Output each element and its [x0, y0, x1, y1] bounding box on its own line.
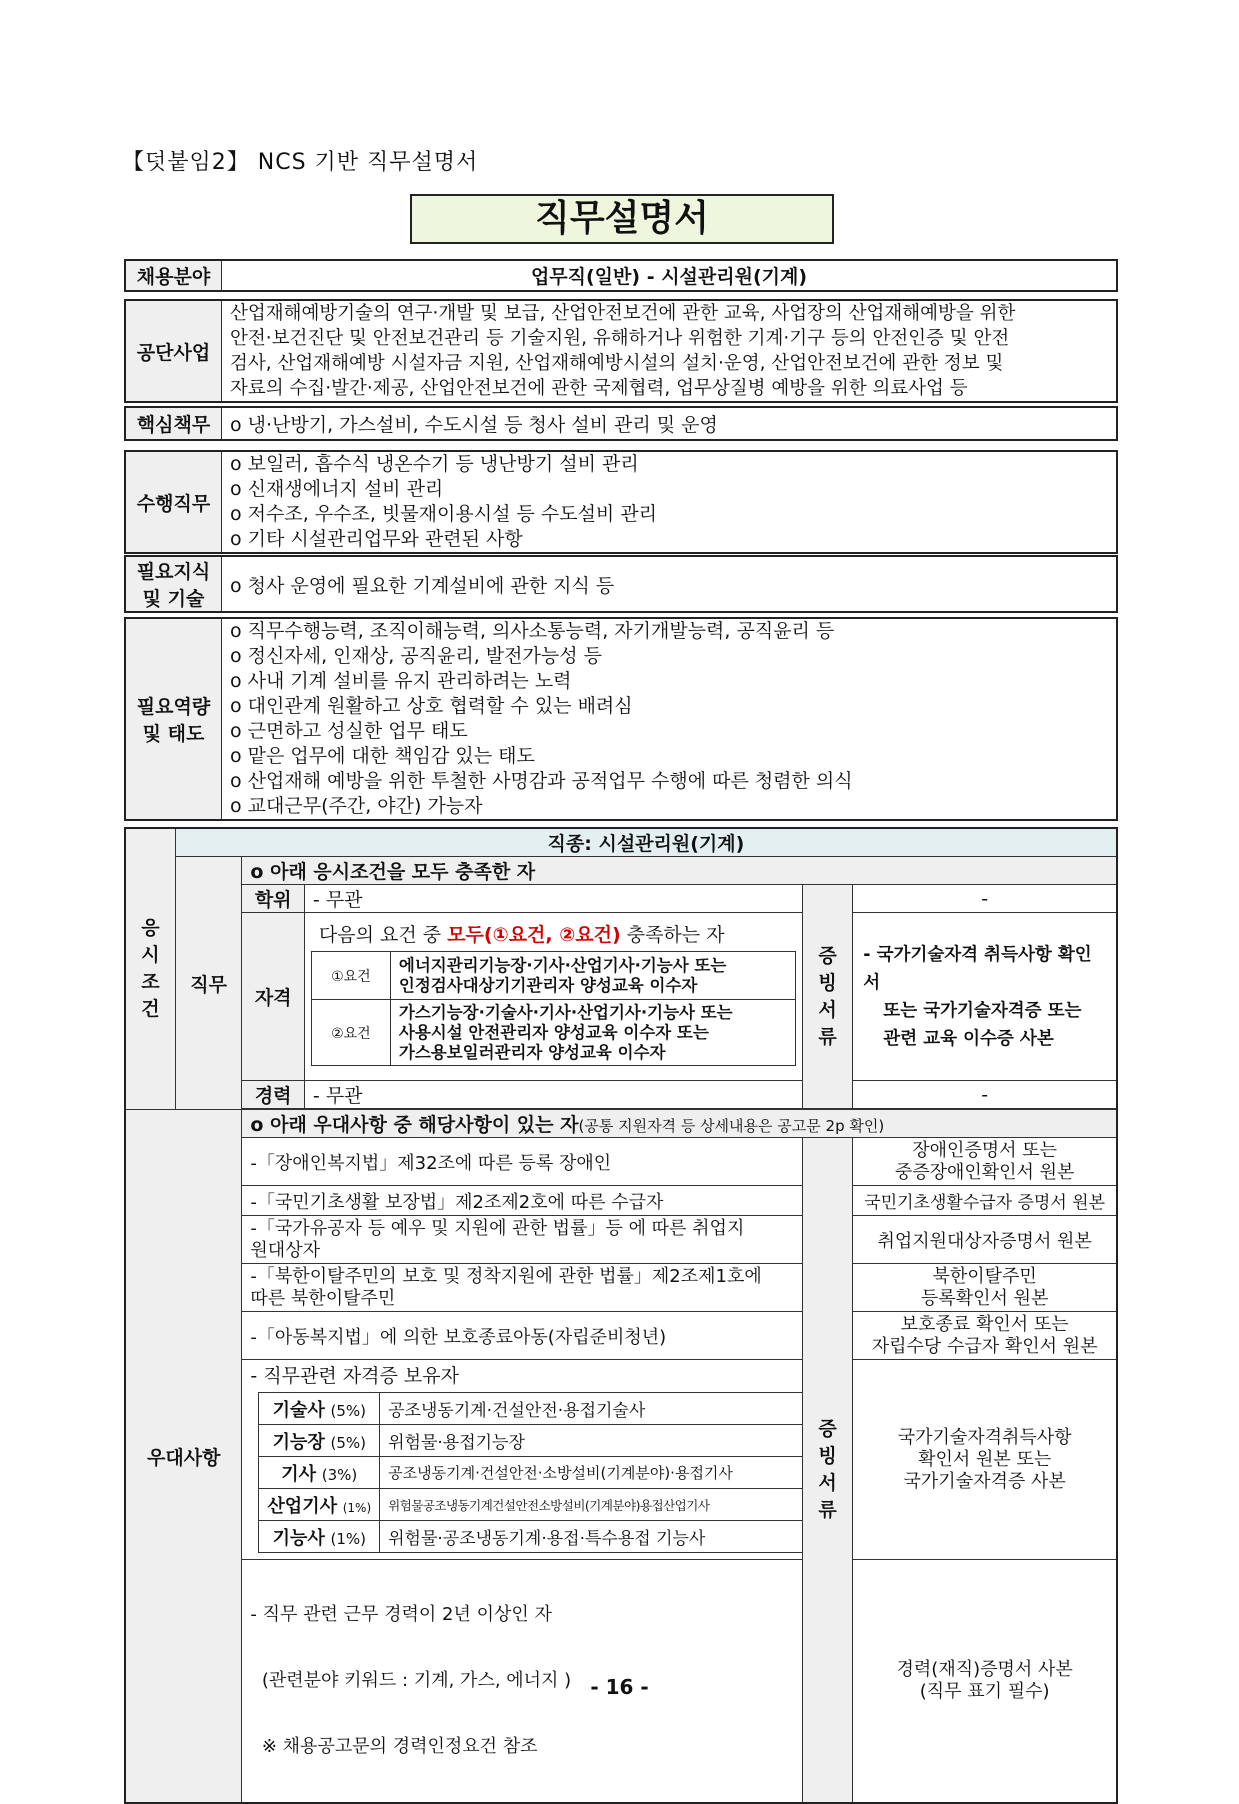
pref-row-2: -「국민기초생활 보장법」제2조제2호에 따른 수급자: [242, 1186, 802, 1216]
duty-line: o 저수조, 우수조, 빗물재이용시설 등 수도설비 관리: [230, 503, 658, 525]
qual-proof-text: 증 빙 서 류: [818, 944, 837, 1048]
req2-line: 가스기능장·기술사·기사·산업기사·기능사 또는: [398, 1002, 733, 1022]
pref-doc-3: 취업지원대상자증명서 원본: [853, 1216, 1117, 1264]
pref-doc-5: 보호종료 확인서 또는 자립수당 수급자 확인서 원본: [853, 1312, 1117, 1360]
attitude-line: o 산업재해 예방을 위한 투철한 사명감과 공적업무 수행에 따른 청렴한 의식: [230, 770, 853, 792]
career-label: 경력: [242, 1081, 305, 1109]
pref-career-doc: 경력(재직)증명서 사본 (직무 표기 필수): [853, 1560, 1117, 1804]
cert-items: 위험물·용접기능장: [380, 1425, 803, 1457]
cert-grade-cell: [259, 1521, 380, 1553]
req1-label: ①요건: [311, 952, 390, 1000]
qual-proof: [802, 885, 852, 1109]
pref-career-line: ※ 채용공고문의 경력인정요건 참조: [250, 1736, 538, 1757]
pref-row-4: -「북한이탈주민의 보호 및 정착지원에 관한 법률」제2조제1호에 따른 북한이탈주민: [242, 1264, 802, 1312]
attitude-line: o 사내 기계 설비를 유지 관리하려는 노력: [230, 670, 572, 692]
attitude-line: o 직무수행능력, 조직이해능력, 의사소통능력, 자기개발능력, 공직윤리 등: [230, 620, 835, 642]
page-title: 직무설명서: [410, 194, 834, 244]
knowledge-table: [124, 555, 1118, 613]
cert-grade-cell: [259, 1457, 380, 1489]
cert-grade-cell: [259, 1425, 380, 1457]
knowledge-label-line1: 필요지식: [136, 561, 211, 583]
business-line: 산업재해예방기술의 연구·개발 및 보급, 산업안전보건에 관한 교육, 사업장의 산업재해예방을 위한: [230, 303, 1016, 324]
cert-pct: (3%): [321, 1465, 358, 1484]
knowledge-value: o 청사 운영에 필요한 기계설비에 관한 지식 등: [222, 556, 1118, 612]
attitude-line: o 대인관계 원활하고 상호 협력할 수 있는 배려심: [230, 695, 633, 717]
cert-items: 공조냉동기계·건설안전·소방설비(기계분야)·용접기사: [380, 1457, 803, 1489]
attitude-table: [124, 617, 1118, 821]
cond-label: [125, 828, 175, 1110]
degree-value: - 무관: [304, 885, 802, 913]
pref-head-bold: o 아래 우대사항 중 해당사항이 있는 자: [250, 1114, 579, 1136]
cert-table: [258, 1392, 803, 1553]
qual-cell: [304, 913, 802, 1081]
qual-doc-line: 관련 교육 이수증 사본: [883, 1028, 1054, 1049]
recruit-table: [124, 259, 1118, 292]
cond-label-text: 응 시 조 건: [141, 917, 160, 1020]
attitude-line: o 근면하고 성실한 업무 태도: [230, 720, 468, 742]
conditions-table: [124, 827, 1118, 1804]
cert-head: - 직무관련 자격증 보유자: [250, 1365, 459, 1387]
cert-grade: 기능장: [272, 1431, 325, 1453]
pref-career-line: - 직무 관련 근무 경력이 2년 이상인 자: [250, 1604, 552, 1625]
req1-line: 인정검사대상기기관리자 양성교육 이수자: [398, 975, 698, 995]
cert-grade-cell: [259, 1489, 380, 1521]
req2-label: ②요건: [311, 1000, 390, 1066]
qual-intro-b: 충족하는 자: [620, 924, 725, 946]
req1-text: [390, 952, 795, 1000]
req2-line: 사용시설 안전관리자 양성교육 이수자 또는: [398, 1022, 709, 1042]
pref-career-line: (관련분야 키워드 : 기계, 가스, 에너지 ): [250, 1670, 572, 1691]
duty-line: o 보일러, 흡수식 냉온수기 등 냉난방기 설비 관리: [230, 453, 639, 475]
business-table: [124, 299, 1118, 403]
pref-row-3: -「국가유공자 등 예우 및 지원에 관한 법률」등 에 따른 취업지 원대상자: [242, 1216, 802, 1264]
cert-doc: 국가기술자격취득사항 확인서 원본 또는 국가기술자격증 사본: [853, 1360, 1117, 1560]
core-label: 핵심책무: [125, 407, 222, 440]
all-met: o 아래 응시조건을 모두 충족한 자: [242, 857, 1117, 885]
attitude-line: o 정신자세, 인재상, 공직윤리, 발전가능성 등: [230, 645, 602, 667]
qual-intro: [311, 921, 796, 949]
degree-label: 학위: [242, 885, 305, 913]
business-line: 검사, 산업재해예방 시설자금 지원, 산업재해예방시설의 설치·운영, 산업안전보건에 관한 정보 및: [230, 353, 1004, 374]
business-line: 안전·보건진단 및 안전보건관리 등 기술지원, 유해하거나 위험한 기계·기구 등의 안전인증 및 안전: [230, 328, 1010, 349]
cert-grade: 산업기사: [267, 1495, 337, 1517]
recruit-value: 업무직(일반) - 시설관리원(기계): [222, 260, 1118, 291]
attitude-label-line2: 및 태도: [142, 723, 205, 745]
career-value: - 무관: [304, 1081, 802, 1109]
pref-head-small: (공통 지원자격 등 상세내용은 공고문 2p 확인): [578, 1117, 885, 1135]
pref-head: [242, 1110, 1117, 1138]
cert-pct: (1%): [342, 1500, 372, 1515]
pref-cert-cell: [242, 1360, 802, 1560]
cert-pct: (5%): [330, 1401, 366, 1420]
pref-proof: [802, 1138, 852, 1804]
attitude-line: o 맡은 업무에 대한 책임감 있는 태도: [230, 745, 535, 767]
attitude-label-line1: 필요역량: [136, 696, 211, 718]
cert-grade-cell: [259, 1393, 380, 1425]
qual-intro-red: 모두(①요건, ②요건): [447, 924, 621, 946]
cert-grade: 기술사: [272, 1399, 325, 1421]
cert-pct: (1%): [330, 1529, 366, 1548]
job-type: 직종: 시설관리원(기계): [175, 828, 1117, 857]
pref-row-1: -「장애인복지법」제32조에 따른 등록 장애인: [242, 1138, 802, 1186]
attitude-line: o 교대근무(주간, 야간) 가능자: [230, 795, 483, 817]
qual-docs: [853, 913, 1117, 1081]
degree-doc: -: [853, 885, 1117, 913]
cert-grade: 기사: [281, 1463, 317, 1485]
pref-row-5: -「아동복지법」에 의한 보호종료아동(자립준비청년): [242, 1312, 802, 1360]
cert-items: 위험물·공조냉동기계·용접·특수용접 기능사: [380, 1521, 803, 1553]
pref-doc-2: 국민기초생활수급자 증명서 원본: [853, 1186, 1117, 1216]
career-doc: -: [853, 1081, 1117, 1109]
attitude-label: [125, 618, 222, 820]
duties-label: 수행직무: [125, 451, 222, 553]
document-header: 【덧붙임2】 NCS 기반 직무설명서: [122, 150, 479, 175]
duty-line: o 신재생에너지 설비 관리: [230, 478, 444, 500]
req2-line: 가스용보일러관리자 양성교육 이수자: [398, 1042, 666, 1062]
qual-intro-a: 다음의 요건 중: [318, 924, 448, 946]
attitude-text: [222, 618, 1118, 820]
page-number: - 16 -: [590, 1675, 649, 1699]
req2-text: [390, 1000, 795, 1066]
pref-label: 우대사항: [125, 1110, 242, 1804]
pref-proof-text: 증 빙 서 류: [818, 1418, 837, 1521]
requirement-table: [311, 951, 796, 1066]
business-line: 자료의 수집·발간·제공, 산업안전보건에 관한 국제협력, 업무상질병 예방을 위한 의료사업 등: [230, 378, 968, 399]
knowledge-label-line2: 및 기술: [142, 588, 205, 610]
cert-items: 위험물공조냉동기계건설안전소방설비(기계분야)용접산업기사: [380, 1489, 803, 1521]
job-label: 직무: [175, 857, 242, 1110]
core-value: o 냉·난방기, 가스설비, 수도시설 등 청사 설비 관리 및 운영: [222, 407, 1118, 440]
core-table: [124, 406, 1118, 441]
cert-grade: 기능사: [272, 1527, 325, 1549]
qual-doc-line: - 국가기술자격 취득사항 확인서: [863, 944, 1092, 993]
knowledge-label: [125, 556, 222, 612]
qual-label: 자격: [242, 913, 305, 1081]
business-text: [222, 300, 1118, 402]
business-label: 공단사업: [125, 300, 222, 402]
recruit-label: 채용분야: [125, 260, 222, 291]
cert-items: 공조냉동기계·건설안전·용접기술사: [380, 1393, 803, 1425]
pref-doc-1: 장애인증명서 또는 중증장애인확인서 원본: [853, 1138, 1117, 1186]
duties-text: [222, 451, 1118, 553]
qual-doc-line: 또는 국가기술자격증 또는: [883, 1000, 1082, 1021]
cert-pct: (5%): [330, 1433, 366, 1452]
duty-line: o 기타 시설관리업무와 관련된 사항: [230, 528, 523, 550]
duties-table: [124, 450, 1118, 554]
pref-doc-4: 북한이탈주민 등록확인서 원본: [853, 1264, 1117, 1312]
req1-line: 에너지관리기능장·기사·산업기사·기능사 또는: [398, 955, 727, 975]
